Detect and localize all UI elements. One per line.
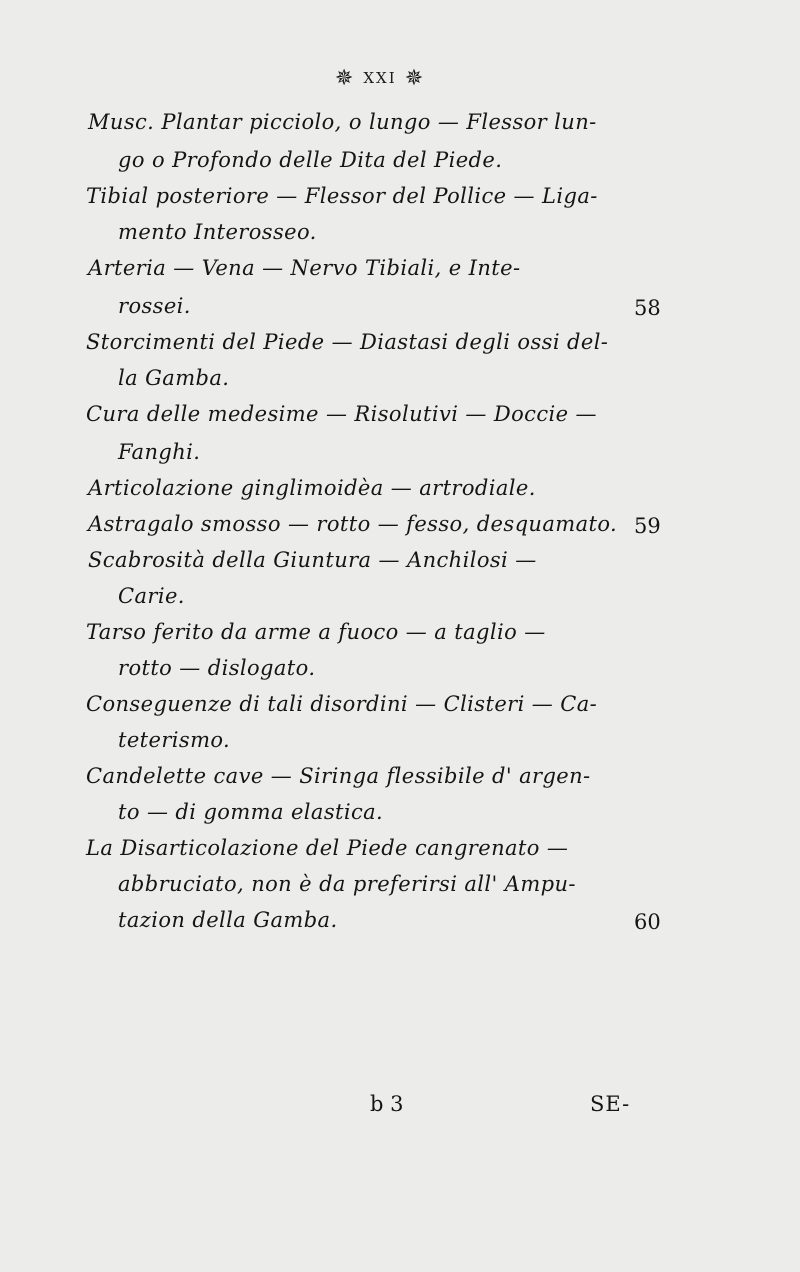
text-line: la Gamba. (118, 366, 230, 390)
catchword: SE- (590, 1092, 631, 1116)
text-line: Articolazione ginglimoidèa — artrodiale. (88, 476, 536, 500)
text-line: mento Interosseo. (118, 220, 317, 244)
text-line: tazion della Gamba. (118, 908, 338, 932)
page-ref-number: 58 (634, 296, 661, 320)
text-line: rossei. (118, 294, 191, 318)
page-roman-numeral: XXI (363, 69, 397, 87)
text-line: La Disarticolazione del Piede cangrenato — (86, 836, 569, 860)
page-ref-number: 60 (634, 910, 661, 934)
ornament-left-icon: ✵ (334, 66, 356, 91)
text-line: Cura delle medesime — Risolutivi — Doccie — (86, 402, 597, 426)
text-line: rotto — dislogato. (118, 656, 316, 680)
text-line: go o Profondo delle Dita del Piede. (118, 148, 503, 172)
ornament-right-icon: ✵ (404, 66, 426, 91)
text-line: Tibial posteriore — Flessor del Pollice — Liga- (86, 184, 598, 208)
text-line: Musc. Plantar picciolo, o lungo — Flessor lun- (88, 110, 597, 134)
text-line: Storcimenti del Piede — Diastasi degli ossi del- (86, 330, 609, 354)
text-line: Astragalo smosso — rotto — fesso, desquamato. (88, 512, 618, 536)
text-line: Scabrosità della Giuntura — Anchilosi — (88, 548, 537, 572)
text-line: Tarso ferito da arme a fuoco — a taglio — (86, 620, 546, 644)
text-line: teterismo. (118, 728, 231, 752)
text-line: Conseguenze di tali disordini — Clisteri — Ca- (86, 692, 598, 716)
text-line: Fanghi. (118, 440, 201, 464)
page-header (0, 66, 760, 91)
text-line: Arteria — Vena — Nervo Tibiali, e Inte- (88, 256, 521, 280)
text-line: to — di gomma elastica. (118, 800, 384, 824)
signature-mark: b 3 (370, 1092, 404, 1116)
text-line: Carie. (118, 584, 185, 608)
page-ref-number: 59 (634, 514, 661, 538)
text-line: Candelette cave — Siringa flessibile d' argen- (86, 764, 591, 788)
text-line: abbruciato, non è da preferirsi all' Ampu- (118, 872, 576, 896)
